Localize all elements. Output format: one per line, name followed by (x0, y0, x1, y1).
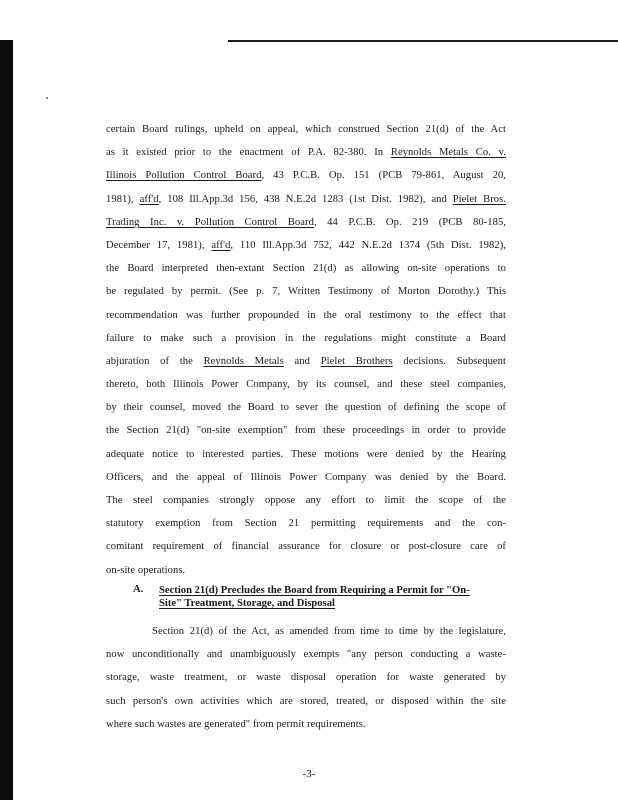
body-paragraph (106, 118, 506, 582)
text-run: , 44 P.C.B. Op. 219 (PCB 80-185, (313, 216, 506, 228)
scan-edge-shadow (0, 40, 13, 800)
section-heading-line: Site" Treatment, Storage, and Disposal (159, 598, 335, 609)
text-line (106, 466, 506, 489)
section-line (106, 690, 506, 713)
text-run: decisions. Subsequent (392, 355, 506, 367)
text-line (106, 443, 506, 466)
case-citation: Trading Inc. v. Pollution Control Board (106, 216, 314, 228)
section-line (106, 643, 506, 666)
text-run: 1981), (106, 193, 140, 205)
text-line (106, 141, 506, 164)
text-run: failure to make such a provision in the regulations might constitute a Board (106, 332, 506, 344)
text-run: such person's own activities which are stored, treated, or disposed within the site (106, 695, 506, 707)
top-rule (228, 40, 618, 42)
text-run: statutory exemption from Section 21 permitting requirements and the con- (106, 518, 506, 530)
scan-speck (46, 97, 48, 99)
case-citation: Reynolds Metals Co. v. (390, 147, 506, 159)
text-run: , 43 P.C.B. Op. 151 (PCB 79-861, August 20, (261, 170, 506, 182)
text-line (106, 327, 506, 350)
text-line (106, 234, 506, 257)
text-run: The steel companies strongly oppose any effort to limit the scope of the (106, 495, 506, 506)
text-line (106, 211, 506, 234)
text-line (106, 512, 506, 535)
text-run: , 110 Ill.App.3d 752, 442 N.E.2d 1374 (5th Dist. 1982), (230, 239, 506, 251)
section-heading-line: Section 21(d) Precludes the Board from Requiring a Permit for "On- (159, 585, 470, 596)
case-citation: aff'd (139, 193, 159, 205)
page-number: -3- (302, 768, 316, 780)
text-run: the Section 21(d) "on-site exemption" from these proceedings in order to provide (106, 425, 506, 437)
text-line (106, 257, 506, 280)
text-run: abjuration of the (106, 355, 204, 367)
text-run: thereto, both Illinois Power Company, by its counsel, and these steel companies, (106, 379, 506, 391)
text-run: be regulated by permit. (See p. 7, Written Testimony of Morton Dorothy.) This (106, 286, 506, 298)
text-line (106, 559, 506, 582)
case-citation: Pielet Brothers (320, 355, 393, 367)
section-line (106, 666, 506, 689)
text-run: where such wastes are generated" from permit requirements. (106, 718, 366, 730)
section-paragraph (106, 620, 506, 736)
section-line (106, 620, 506, 643)
text-line (106, 350, 506, 373)
text-line (106, 188, 506, 211)
text-run: now unconditionally and unambiguously exempts "any person conducting a waste- (106, 649, 506, 661)
text-line (106, 304, 506, 327)
text-line (106, 535, 506, 558)
text-run: and (283, 355, 321, 367)
text-run: Officers, and the appeal of Illinois Power Company was denied by the Board. (106, 471, 506, 483)
text-run: as it existed prior to the enactment of P.A. 82-380. In (106, 147, 391, 159)
text-run: December 17, 1981), (106, 239, 212, 251)
text-line (106, 373, 506, 396)
text-line (106, 118, 506, 141)
text-run: on-site operations. (106, 564, 186, 576)
section-heading-letter: A. (133, 584, 144, 595)
text-line (106, 164, 506, 187)
text-run: recommendation was further propounded in the oral testimony to the effect that (106, 309, 506, 321)
case-citation: Pielet Bros. (452, 193, 506, 205)
text-run: the Board interpreted then-extant Section 21(d) as allowing on-site operations to (106, 263, 506, 275)
case-citation: Reynolds Metals (203, 355, 284, 367)
text-run: Section 21(d) of the Act, as amended from time to time by the legislature, (152, 626, 506, 637)
text-line (106, 280, 506, 303)
text-run: certain Board rulings, upheld on appeal, which construed Section 21(d) of the Act (106, 124, 506, 135)
section-line (106, 713, 506, 736)
text-line (106, 489, 506, 512)
text-line (106, 396, 506, 419)
text-run: by their counsel, moved the Board to sever the question of defining the scope of (106, 402, 506, 414)
text-run: comitant requirement of financial assurance for closure or post-closure care of (106, 541, 506, 553)
text-run: storage, waste treatment, or waste disposal operation for waste generated by (106, 672, 506, 684)
text-line (106, 419, 506, 442)
case-citation: aff'd (211, 239, 231, 251)
text-run: adequate notice to interested parties. These motions were denied by the Hearing (106, 448, 506, 460)
case-citation: Illinois Pollution Control Board (106, 170, 262, 182)
text-run: , 108 Ill.App.3d 156, 438 N.E.2d 1283 (1st Dist. 1982), and (158, 193, 453, 205)
